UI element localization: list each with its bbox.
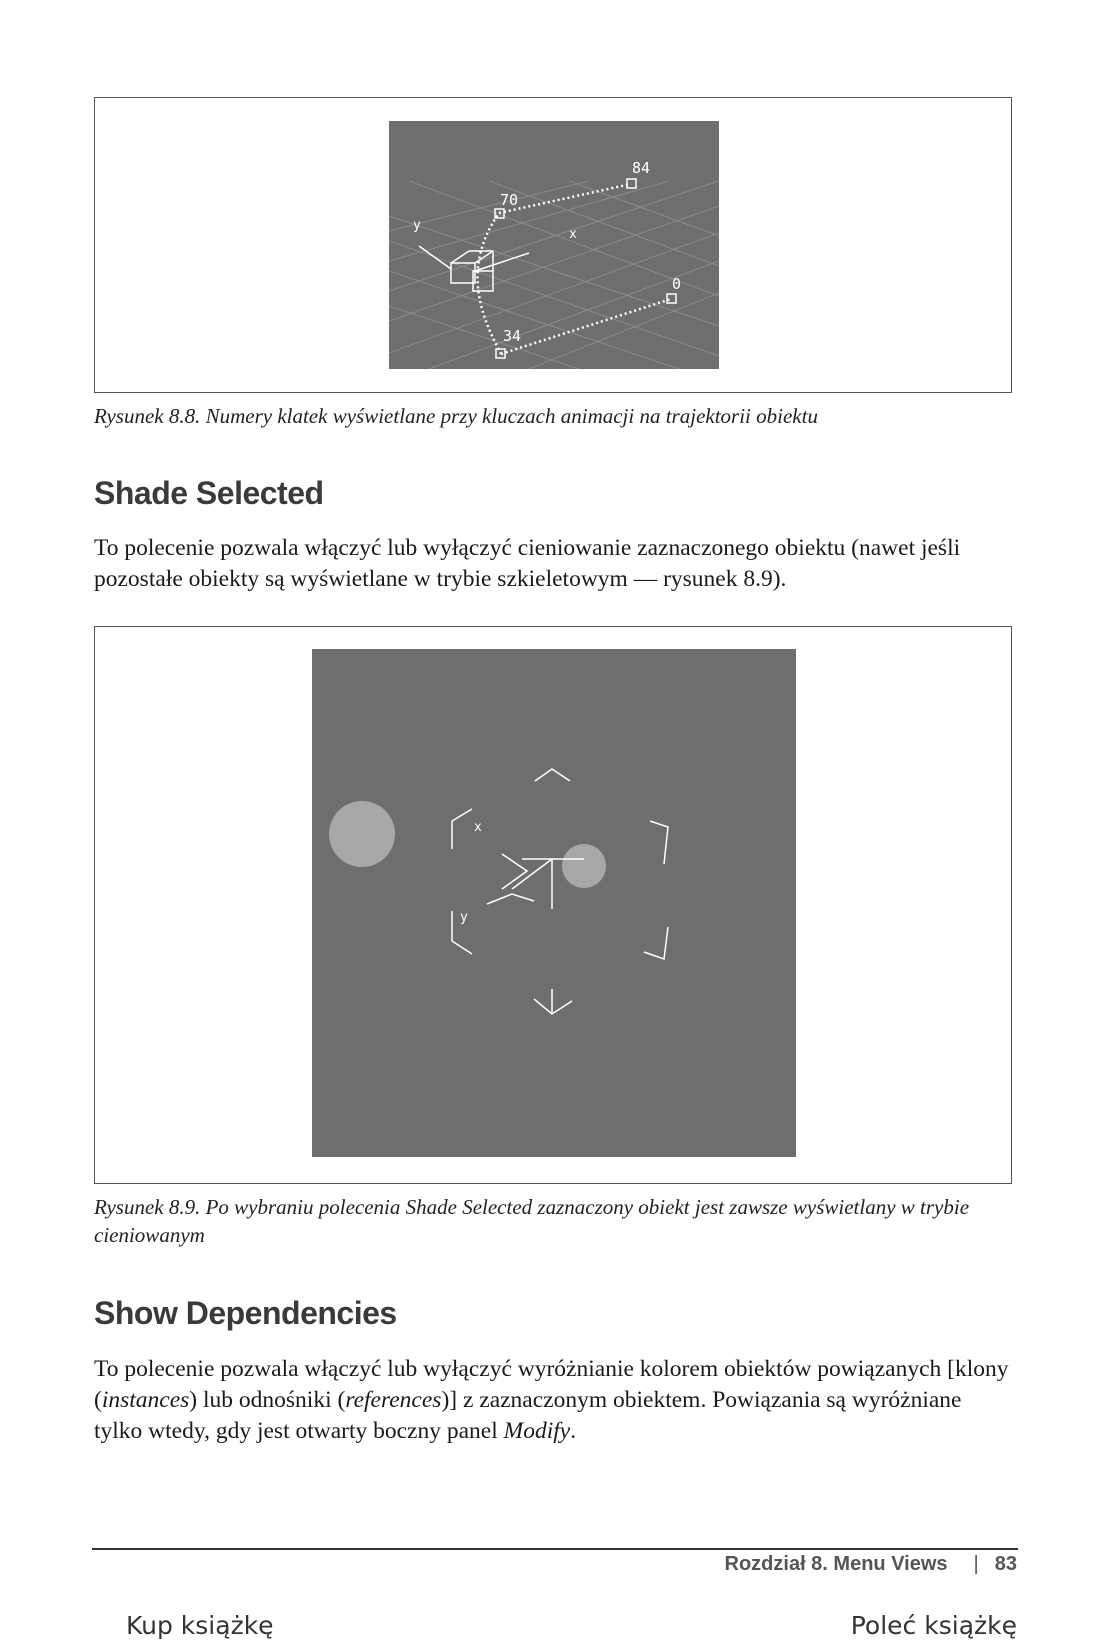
figure-8-8-caption: Rysunek 8.8. Numery klatek wyświetlane przy kluczach animacji na trajektorii obiektu (94, 404, 818, 428)
frame-label-84: 84 (632, 159, 651, 177)
page-number: 83 (994, 1553, 1017, 1575)
show-dependencies-paragraph (94, 1354, 1012, 1447)
axis-label-y: y (460, 910, 468, 925)
axis-label-x: x (569, 227, 577, 242)
recommend-book-link[interactable]: Poleć książkę (850, 1611, 1017, 1640)
paragraph-text: ) lub odnośniki ( (189, 1387, 346, 1413)
section-heading-shade-selected: Shade Selected (94, 475, 324, 511)
section-heading-show-dependencies: Show Dependencies (94, 1295, 397, 1331)
chapter-title: Rozdział 8. Menu Views (724, 1553, 948, 1575)
frame-label-0: 0 (672, 275, 682, 293)
buy-book-link[interactable]: Kup książkę (126, 1611, 274, 1640)
footer-separator: | (973, 1553, 979, 1575)
paragraph-text: . (570, 1418, 577, 1444)
figure-8-9-frame (94, 626, 1012, 1184)
perspective-grid (389, 181, 719, 369)
selection-bracket-corners (452, 769, 668, 1014)
shade-selected-scene (312, 649, 796, 1157)
axis-label-x: x (474, 820, 482, 835)
frame-label-70: 70 (500, 191, 519, 209)
paragraph-text: )] z zaznaczonym obiektem. Powiązania są wyróżniane tylko wtedy, gdy jest otwarty boczny panel (94, 1387, 962, 1444)
selected-sphere-shaded (562, 844, 606, 888)
shade-selected-paragraph: To polecenie pozwala włączyć lub wyłączyć cieniowanie zaznaczonego obiektu (nawet jeśli pozostałe obiekty są wyświetlane w trybie szkieletowym — rysunek 8.9). (94, 535, 961, 592)
trajectory-viewport (389, 121, 719, 369)
frame-label-34: 34 (503, 327, 522, 345)
wireframe-sphere-shaded (329, 801, 395, 867)
page-footer (725, 1553, 1017, 1576)
term-modify: Modify (503, 1418, 571, 1444)
trajectory-scene (389, 121, 719, 369)
footer-divider (92, 1548, 1018, 1550)
shade-selected-viewport (312, 649, 796, 1157)
axis-label-y: y (413, 218, 421, 233)
paragraph-text: To polecenie pozwala włączyć lub wyłączyć wyróżnianie kolorem obiektów powiązanych [klony ( (94, 1356, 1009, 1413)
figure-8-8-frame (94, 97, 1012, 393)
term-references: references (345, 1387, 442, 1413)
term-instances: instances (101, 1387, 190, 1413)
figure-8-9-caption: Rysunek 8.9. Po wybraniu polecenia Shade Selected zaznaczony obiekt jest zawsze wyświetlany w trybie cieniowanym (94, 1195, 970, 1247)
